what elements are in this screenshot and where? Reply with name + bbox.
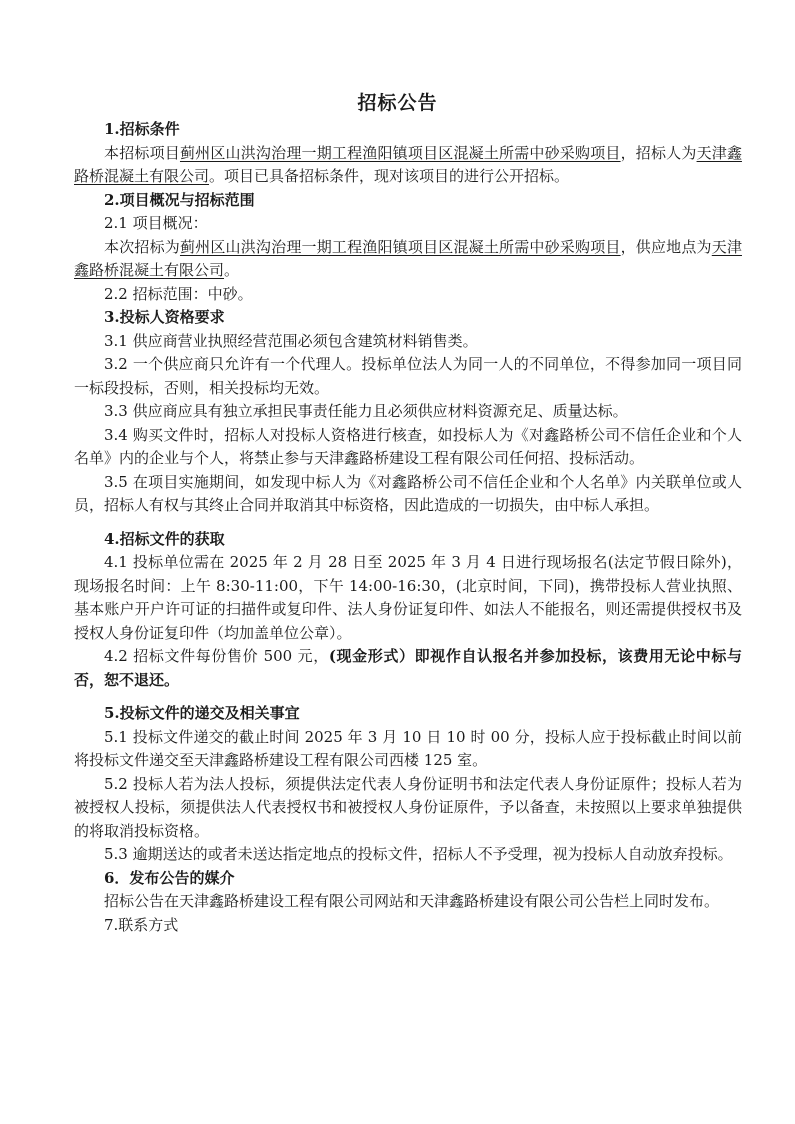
- section-2-paragraph: [74, 236, 742, 283]
- emphasis-text: (现金形式）即视作自认报名并参加投标，该费用无论中标与否，恕不退还。: [74, 647, 742, 689]
- section-5-item: 5.1 投标文件递交的截止时间 2025 年 3 月 10 日 10 时 00 分，投标人应于投标截止时间以前将投标文件递交至天津鑫路桥建设工程有限公司西楼 125 室。: [74, 727, 742, 769]
- section-3-item: 3.5 在项目实施期间，如发现中标人为《对鑫路桥公司不信任企业和个人名单》内关联单位或人员，招标人有权与其终止合同并取消其中标资格，因此造成的一切损失，由中标人承担。: [74, 472, 742, 514]
- section-3-item: 3.4 购买文件时，招标人对投标人资格进行核查，如投标人为《对鑫路桥公司不信任企业和个人名单》内的企业与个人，将禁止参与天津鑫路桥建设工程有限公司任何招、投标活动。: [74, 425, 742, 467]
- text-run: 。: [224, 261, 240, 279]
- section-5-item: 5.3 逾期送达的或者未送达指定地点的投标文件，招标人不予受理，视为投标人自动放弃投标。: [104, 845, 733, 863]
- section-1-heading: 1.招标条件: [104, 120, 180, 138]
- section-2-2-scope: 2.2 招标范围：中砂。: [104, 284, 253, 303]
- section-4-item: 4.1 投标单位需在 2025 年 2 月 28 日至 2025 年 3 月 4 日进行现场报名(法定节假日除外)，现场报名时间：上午 8:30-11:00，下午 14:00-16:30，(北京时间，下同)，携带投标人营业执照、基本账户开户许可证的扫描件或复印件、法人身份证复印件、如法人不能报名，则还需提供授权书及授权人身份证复印件（均加盖单位公章）。: [74, 553, 742, 642]
- section-7-heading: 7.联系方式: [104, 915, 179, 934]
- section-2-heading: 2.项目概况与招标范围: [104, 190, 255, 209]
- text-run: 本招标项目: [104, 143, 180, 162]
- section-3-heading: 3.投标人资格要求: [104, 308, 225, 326]
- section-6-paragraph: 招标公告在天津鑫路桥建设工程有限公司网站和天津鑫路桥建设有限公司公告栏上同时发布。: [104, 892, 720, 910]
- text-run: ，供应地点为: [620, 237, 712, 256]
- project-name: 蓟州区山洪沟治理一期工程渔阳镇项目区混凝土所需中砂采购项目: [179, 237, 621, 256]
- section-3-item: 3.1 供应商营业执照经营范围必须包含建筑材料销售类。: [104, 331, 478, 350]
- document-body: [74, 118, 742, 937]
- tenderer-name: 天津鑫路桥混凝土有限公司: [74, 143, 742, 185]
- section-3-item: 3.3 供应商应具有独立承担民事责任能力且必须供应材料资源充足、质量达标。: [104, 402, 628, 420]
- section-1-paragraph: [74, 142, 742, 189]
- section-4-item: [74, 645, 742, 692]
- document-title: 招标公告: [357, 92, 438, 114]
- section-6-heading: 6．发布公告的媒介: [104, 868, 235, 887]
- project-name: 蓟州区山洪沟治理一期工程渔阳镇项目区混凝土所需中砂采购项目: [179, 143, 621, 162]
- text-run: ，招标人为: [620, 143, 697, 162]
- supply-location: 天津鑫路桥混凝土有限公司: [74, 237, 742, 279]
- section-3-item: 3.2 一个供应商只允许有一个代理人。投标单位法人为同一人的不同单位，不得参加同一项目同一标段投标，否则，相关投标均无效。: [74, 355, 742, 397]
- text-run: 。项目已具备招标条件，现对该项目的进行公开招标。: [209, 167, 570, 185]
- section-5-heading: 5.投标文件的递交及相关事宜: [104, 704, 300, 722]
- section-4-heading: 4.招标文件的获取: [104, 529, 225, 548]
- text-run: 本次招标为: [104, 237, 180, 256]
- section-2-1-label: 2.1 项目概况：: [104, 214, 208, 232]
- section-5-item: 5.2 投标人若为法人投标，须提供法定代表人身份证明书和法定代表人身份证原件；投标人若为被授权人投标，须提供法人代表授权书和被授权人身份证原件，予以备查，未按照以上要求单独提供的将取消投标资格。: [74, 774, 742, 840]
- text-run: 4.2 招标文件每份售价 500 元，: [104, 647, 329, 665]
